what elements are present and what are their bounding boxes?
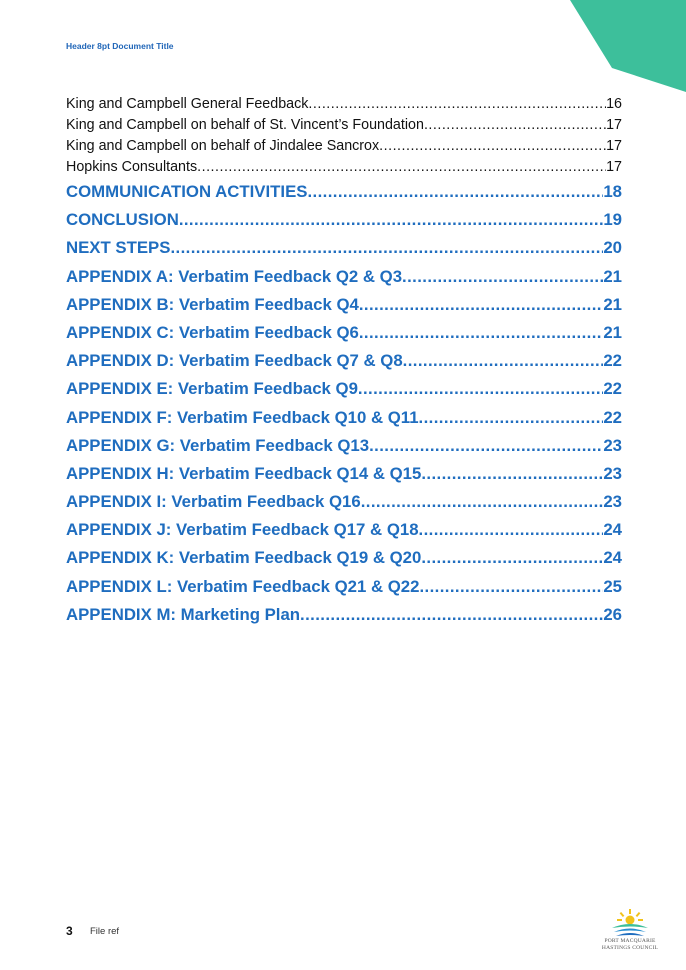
toc-dot-leader	[421, 544, 603, 572]
toc-entry-label: King and Campbell on behalf of Jindalee Sancrox	[66, 138, 380, 154]
table-of-contents	[66, 94, 622, 629]
toc-entry-page-number: 16	[606, 96, 622, 112]
toc-dot-leader	[300, 601, 603, 629]
toc-dot-leader	[424, 115, 606, 136]
toc-dot-leader	[369, 432, 603, 460]
toc-entry-page-number: 18	[603, 182, 622, 201]
toc-entry-page-number: 19	[603, 210, 622, 230]
footer-file-ref: File ref	[90, 926, 120, 937]
toc-dot-leader	[179, 206, 604, 234]
toc-heading-entry[interactable]	[66, 432, 622, 460]
toc-entry-page-number: 23	[603, 492, 622, 512]
toc-entry-page-number: 23	[603, 463, 622, 483]
toc-dot-leader	[419, 516, 604, 544]
toc-dot-leader	[359, 319, 603, 347]
toc-entry-page-number: 22	[603, 407, 622, 427]
toc-dot-leader	[403, 347, 604, 375]
toc-dot-leader	[421, 460, 603, 488]
toc-heading-entry[interactable]	[66, 178, 622, 206]
toc-heading-entry[interactable]	[66, 291, 622, 319]
toc-entry-label: APPENDIX E: Verbatim Feedback Q9	[66, 379, 358, 399]
header-document-title: Header 8pt Document Title	[66, 41, 174, 51]
toc-entry-label: APPENDIX B: Verbatim Feedback Q4	[66, 294, 359, 314]
toc-heading-entry[interactable]	[66, 460, 622, 488]
toc-heading-entry[interactable]	[66, 573, 622, 601]
toc-heading-entry[interactable]	[66, 404, 622, 432]
toc-entry-label: APPENDIX A: Verbatim Feedback Q2 & Q3	[66, 266, 403, 286]
toc-entry-page-number: 23	[603, 435, 622, 455]
toc-entry-label: APPENDIX M: Marketing Plan	[66, 604, 301, 624]
toc-dot-leader	[379, 136, 606, 157]
toc-dot-leader	[308, 94, 606, 115]
toc-entry-page-number: 24	[603, 548, 622, 568]
toc-entry-label: APPENDIX L: Verbatim Feedback Q21 & Q22	[66, 576, 420, 596]
toc-heading-entry[interactable]	[66, 375, 622, 403]
toc-subentry[interactable]	[66, 94, 622, 115]
toc-heading-entry[interactable]	[66, 488, 622, 516]
toc-heading-entry[interactable]	[66, 516, 622, 544]
toc-entry-label: APPENDIX J: Verbatim Feedback Q17 & Q18	[66, 520, 419, 540]
toc-entry-page-number: 26	[603, 604, 622, 624]
toc-entry-page-number: 25	[603, 576, 622, 596]
toc-entry-label: APPENDIX F: Verbatim Feedback Q10 & Q11	[66, 407, 419, 427]
toc-entry-label: APPENDIX H: Verbatim Feedback Q14 & Q15	[66, 463, 422, 483]
toc-heading-entry[interactable]	[66, 263, 622, 291]
toc-dot-leader	[359, 291, 603, 319]
toc-dot-leader	[419, 573, 603, 601]
toc-entry-label: APPENDIX D: Verbatim Feedback Q7 & Q8	[66, 351, 403, 371]
toc-entry-label: King and Campbell on behalf of St. Vincent’s Foundation	[66, 117, 424, 133]
toc-entry-page-number: 22	[603, 351, 622, 371]
toc-dot-leader	[419, 404, 604, 432]
toc-heading-entry[interactable]	[66, 234, 622, 262]
toc-dot-leader	[358, 375, 603, 403]
toc-entry-page-number: 17	[606, 117, 622, 133]
toc-dot-leader	[170, 234, 603, 262]
toc-subentry[interactable]	[66, 157, 622, 178]
toc-entry-label: King and Campbell General Feedback	[66, 96, 309, 112]
footer-page-number: 3	[66, 924, 73, 938]
toc-dot-leader	[197, 157, 606, 178]
toc-heading-entry[interactable]	[66, 319, 622, 347]
toc-heading-entry[interactable]	[66, 544, 622, 572]
toc-heading-entry[interactable]	[66, 347, 622, 375]
toc-subentry[interactable]	[66, 115, 622, 136]
toc-entry-label: APPENDIX I: Verbatim Feedback Q16	[66, 492, 361, 512]
toc-entry-label: APPENDIX K: Verbatim Feedback Q19 & Q20	[66, 548, 422, 568]
toc-entry-page-number: 17	[606, 159, 622, 175]
toc-entry-page-number: 17	[606, 138, 622, 154]
toc-entry-page-number: 22	[603, 379, 622, 399]
toc-entry-label: COMMUNICATION ACTIVITIES	[66, 182, 308, 201]
toc-entry-label: NEXT STEPS	[66, 238, 171, 258]
toc-dot-leader	[307, 178, 603, 206]
toc-dot-leader	[361, 488, 604, 516]
toc-entry-label: APPENDIX G: Verbatim Feedback Q13	[66, 435, 370, 455]
toc-heading-entry[interactable]	[66, 206, 622, 234]
corner-accent-shape	[566, 0, 686, 92]
toc-heading-entry[interactable]	[66, 601, 622, 629]
toc-entry-page-number: 20	[603, 238, 622, 258]
toc-entry-page-number: 21	[603, 294, 622, 314]
toc-subentry[interactable]	[66, 136, 622, 157]
toc-entry-page-number: 21	[603, 266, 622, 286]
council-logo-text: PORT MACQUARIE HASTINGS COUNCIL	[601, 938, 659, 951]
toc-entry-label: CONCLUSION	[66, 210, 179, 230]
toc-entry-page-number: 24	[603, 520, 622, 540]
toc-dot-leader	[402, 263, 603, 291]
toc-entry-label: APPENDIX C: Verbatim Feedback Q6	[66, 322, 359, 342]
toc-entry-page-number: 21	[603, 322, 622, 342]
toc-entry-label: Hopkins Consultants	[66, 159, 198, 175]
